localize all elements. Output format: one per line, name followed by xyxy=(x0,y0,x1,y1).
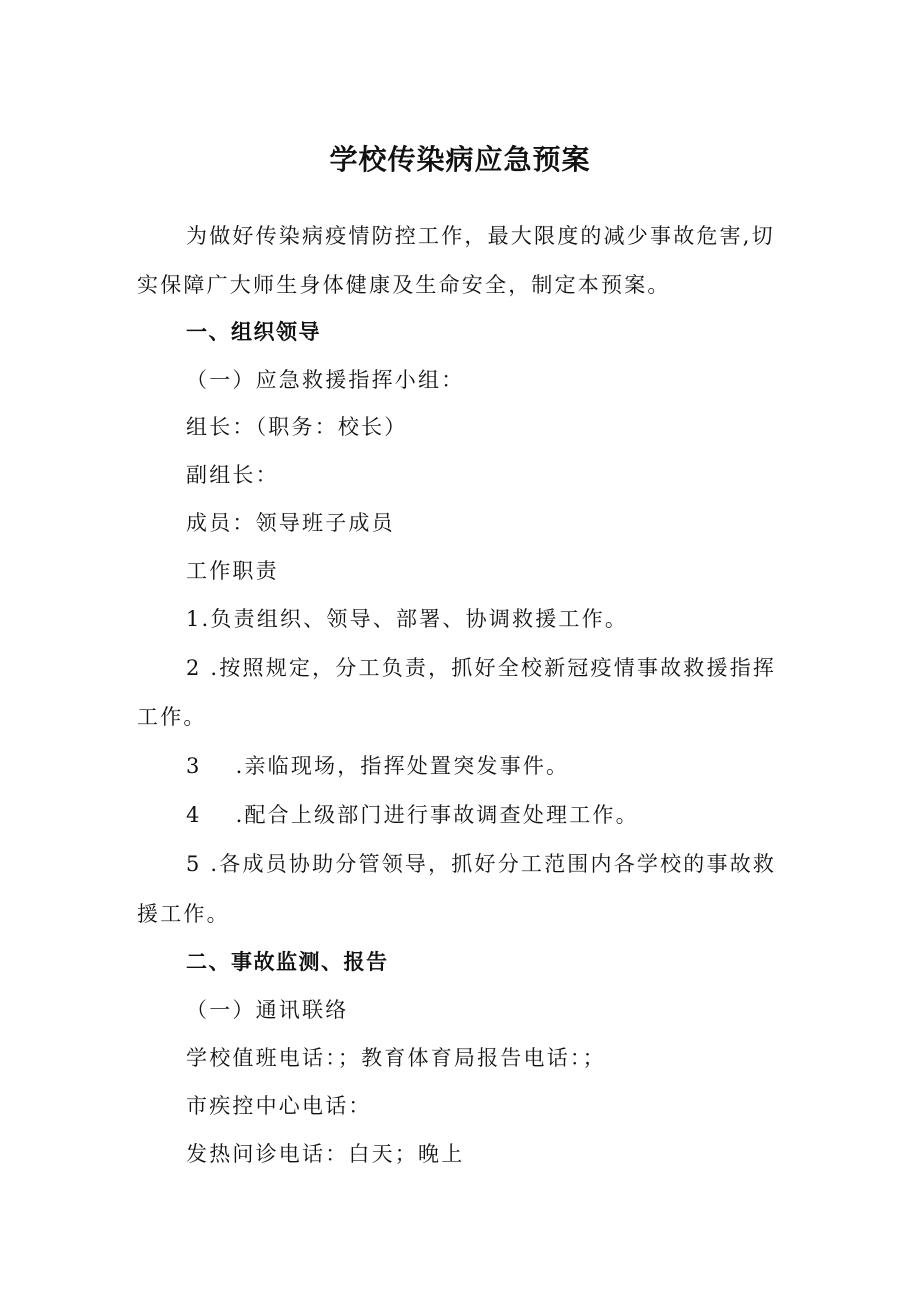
duties-title: 工作职责 xyxy=(186,559,279,583)
section-1-heading: 一、组织领导 xyxy=(186,320,321,344)
duty-item-2-line-1: 2 .按照规定，分工负责，抓好全校新冠疫情事故救援指挥 xyxy=(186,656,777,680)
leader-line: 组长：（职务：校长） xyxy=(186,415,408,439)
intro-line-1: 为做好传染病疫情防控工作，最大限度的减少事故危害,切 xyxy=(186,224,775,248)
duty-item-5-line-2: 援工作。 xyxy=(137,902,230,926)
duty-item-4 xyxy=(186,801,639,829)
duty-item-4-number: 4 xyxy=(186,803,202,827)
school-phone-line: 学校值班电话：；教育体育局报告电话：； xyxy=(186,1046,606,1070)
section-2-subheading: （一）通讯联络 xyxy=(186,998,349,1022)
duty-item-3-text: .亲临现场，指挥处置突发事件。 xyxy=(235,754,570,778)
duty-item-4-text: .配合上级部门进行事故调查处理工作。 xyxy=(235,803,639,827)
members-line: 成员：领导班子成员 xyxy=(186,511,395,535)
section-1-subheading: （一）应急救援指挥小组： xyxy=(186,368,465,392)
duty-item-1: 1.负责组织、领导、部署、协调救援工作。 xyxy=(186,607,629,631)
duty-item-2-line-2: 工作。 xyxy=(137,705,207,729)
deputy-line: 副组长： xyxy=(186,463,279,487)
cdc-phone-line: 市疾控中心电话： xyxy=(186,1094,372,1118)
duty-item-3-number: 3 xyxy=(186,754,202,778)
duty-item-5-line-1: 5 .各成员协助分管领导，抓好分工范围内各学校的事故救 xyxy=(186,852,777,876)
duty-item-3 xyxy=(186,752,569,780)
intro-line-2: 实保障广大师生身体健康及生命安全，制定本预案。 xyxy=(137,273,671,297)
document-title: 学校传染病应急预案 xyxy=(329,143,591,176)
fever-phone-line: 发热问诊电话：白天；晚上 xyxy=(186,1142,465,1166)
section-2-heading: 二、事故监测、报告 xyxy=(186,950,389,974)
